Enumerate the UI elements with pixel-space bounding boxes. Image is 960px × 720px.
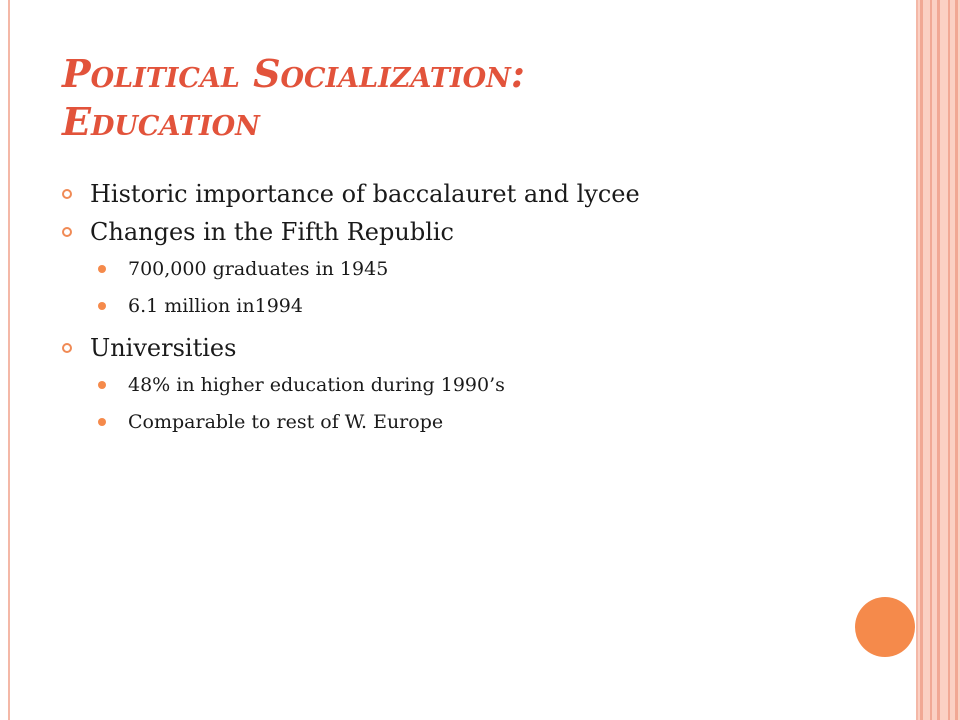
title-line-1: Political Socialization:: [62, 51, 525, 96]
bullet-list: [62, 178, 862, 444]
sub-bullet-text: Comparable to rest of W. Europe: [128, 411, 444, 433]
stripe: [937, 0, 940, 720]
bullet-item: [62, 332, 862, 370]
ring-bullet-icon: [62, 189, 72, 199]
sub-bullet-text: 48% in higher education during 1990’s: [128, 374, 505, 396]
ring-bullet-icon: [62, 227, 72, 237]
stripe: [948, 0, 950, 720]
dot-bullet-icon: [98, 265, 106, 273]
decorative-stripes: [918, 0, 960, 720]
accent-circle: [855, 597, 915, 657]
bullet-item: [62, 216, 862, 254]
ring-bullet-icon: [62, 343, 72, 353]
stripe: [930, 0, 932, 720]
dot-bullet-icon: [98, 302, 106, 310]
stripe: [920, 0, 923, 720]
bullet-item: [62, 178, 862, 216]
sub-bullet-item: [62, 407, 862, 444]
sub-bullet-item: [62, 291, 862, 328]
title-line-2: Education: [62, 99, 260, 144]
bullet-text: Historic importance of baccalauret and lycee: [90, 180, 640, 208]
dot-bullet-icon: [98, 381, 106, 389]
sub-bullet-text: 700,000 graduates in 1945: [128, 258, 389, 280]
bullet-text: Changes in the Fifth Republic: [90, 218, 454, 246]
stripe: [955, 0, 958, 720]
bullet-text: Universities: [90, 334, 237, 362]
sub-bullet-text: 6.1 million in1994: [128, 295, 303, 317]
dot-bullet-icon: [98, 418, 106, 426]
slide-title: [62, 50, 862, 146]
sub-bullet-item: [62, 254, 862, 291]
sub-bullet-item: [62, 370, 862, 407]
